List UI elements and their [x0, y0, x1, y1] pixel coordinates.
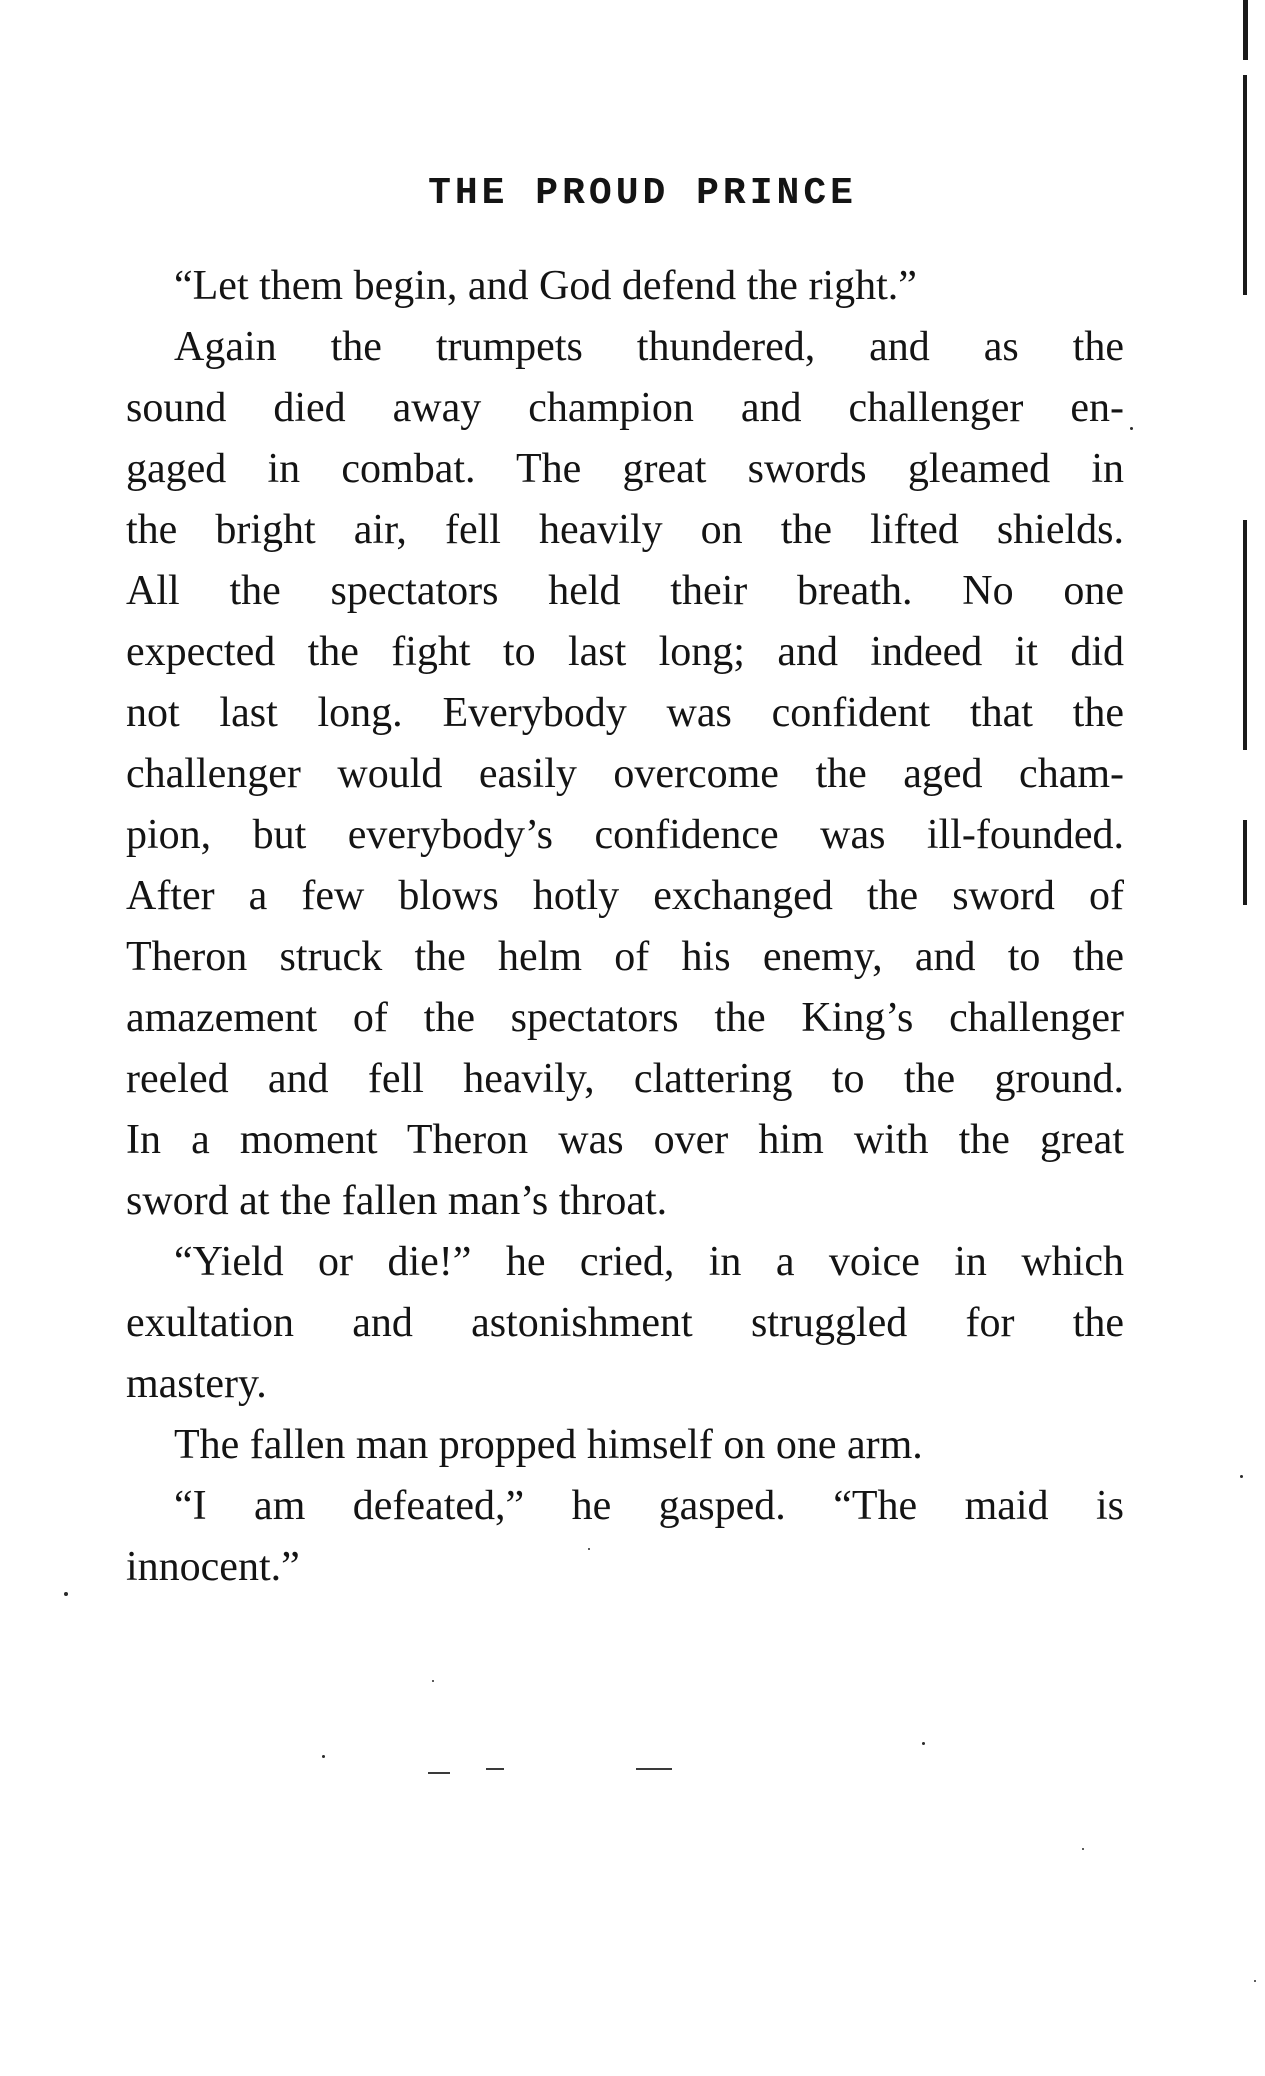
- scan-speck: [432, 1680, 434, 1682]
- text-line: reeled and fell heavily, clattering to the ground.: [126, 1056, 1124, 1102]
- scan-speck: [428, 1772, 450, 1774]
- text-line: the bright air, fell heavily on the lifted shields.: [126, 507, 1124, 553]
- text-line: gaged in combat. The great swords gleamed in: [126, 446, 1124, 492]
- text-line: “I am defeated,” he gasped. “The maid is: [174, 1483, 1124, 1529]
- text-line: challenger would easily overcome the aged cham-: [126, 751, 1124, 797]
- body-text: [126, 256, 1124, 1598]
- scan-speck: [1240, 1475, 1243, 1478]
- text-line: amazement of the spectators the King’s challenger: [126, 995, 1124, 1041]
- text-line: expected the fight to last long; and indeed it did: [126, 629, 1124, 675]
- scan-speck: [1254, 1980, 1256, 1982]
- text-line: Again the trumpets thundered, and as the: [174, 324, 1124, 370]
- scan-speck: [636, 1768, 672, 1770]
- scan-speck: [922, 1742, 925, 1745]
- scan-speck: [1082, 1848, 1084, 1850]
- scan-edge-mark: [1243, 820, 1247, 905]
- scan-edge-mark: [1243, 0, 1248, 60]
- text-line: mastery.: [126, 1361, 267, 1407]
- scan-speck: [1130, 427, 1133, 430]
- text-line: The fallen man propped himself on one arm.: [174, 1422, 923, 1468]
- scan-speck: [588, 1548, 590, 1550]
- text-line: not last long. Everybody was confident that the: [126, 690, 1124, 736]
- text-line: Theron struck the helm of his enemy, and to the: [126, 934, 1124, 980]
- text-line: “Yield or die!” he cried, in a voice in which: [174, 1239, 1124, 1285]
- text-line: “Let them begin, and God defend the right.”: [174, 263, 917, 309]
- scan-edge-mark: [1243, 75, 1247, 295]
- running-head: THE PROUD PRINCE: [428, 172, 857, 215]
- text-line: pion, but everybody’s confidence was ill-founded.: [126, 812, 1124, 858]
- scan-speck: [322, 1755, 325, 1758]
- scan-speck: [64, 1592, 68, 1596]
- text-line: In a moment Theron was over him with the great: [126, 1117, 1124, 1163]
- text-line: After a few blows hotly exchanged the sword of: [126, 873, 1124, 919]
- scan-speck: [486, 1768, 504, 1770]
- text-line: innocent.”: [126, 1544, 300, 1590]
- scan-edge-mark: [1243, 520, 1247, 750]
- text-line: sound died away champion and challenger en-: [126, 385, 1124, 431]
- text-line: exultation and astonishment struggled for the: [126, 1300, 1124, 1346]
- text-line: All the spectators held their breath. No one: [126, 568, 1124, 614]
- text-line: sword at the fallen man’s throat.: [126, 1178, 668, 1224]
